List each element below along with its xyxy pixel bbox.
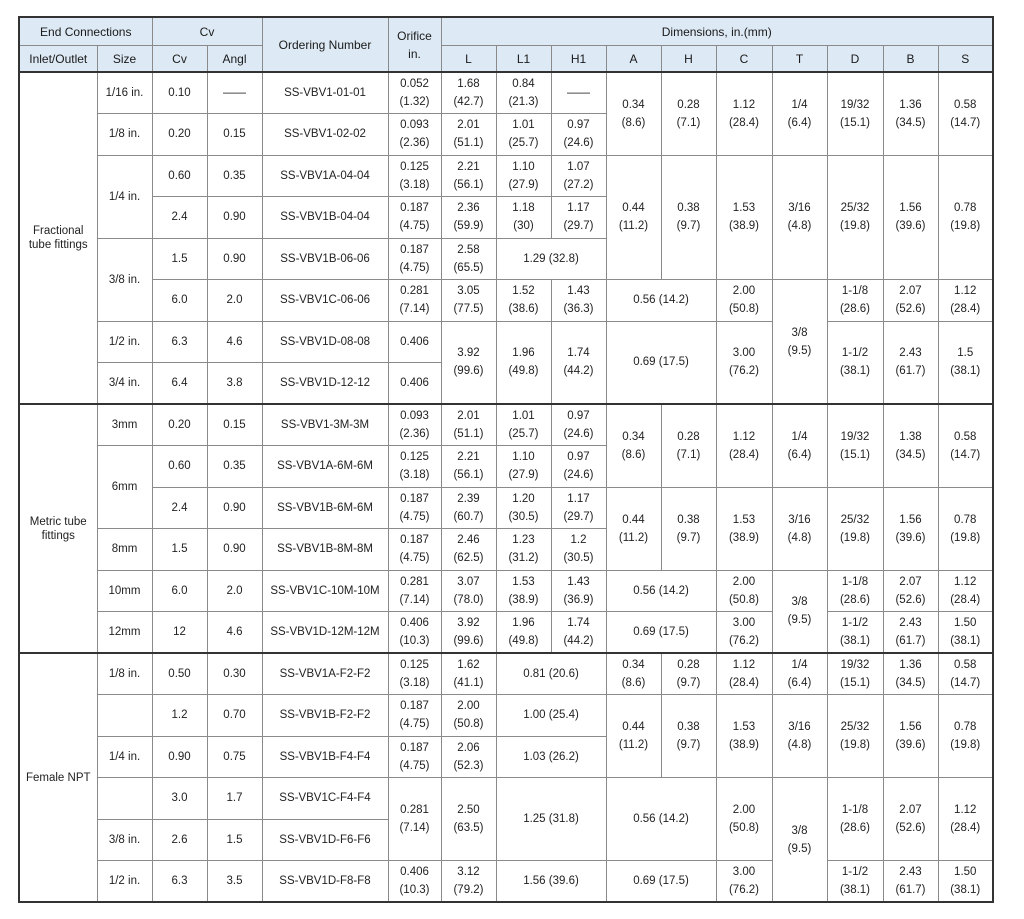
angl-cell: 0.30 (207, 653, 262, 695)
S-cell: 1.50 (38.1) (938, 612, 993, 654)
cv-cell: 6.3 (152, 861, 207, 903)
L-cell: 2.06 (52.3) (441, 736, 496, 778)
L-cell: 2.01 (51.1) (441, 404, 496, 446)
table-row (19, 321, 993, 363)
dimensions-table (18, 16, 994, 903)
C-cell: 1.12 (28.4) (716, 404, 772, 487)
table-row (19, 653, 993, 695)
size-cell (97, 695, 152, 737)
D-cell: 19/32 (15.1) (827, 404, 883, 487)
orifice-cell: 0.281 (7.14) (388, 570, 441, 612)
L-cell: 3.07 (78.0) (441, 570, 496, 612)
header-orifice: Orifice in. (388, 17, 441, 72)
orifice-cell: 0.187 (4.75) (388, 529, 441, 571)
B-cell: 1.56 (39.6) (883, 695, 938, 778)
spec-table-container (18, 16, 994, 903)
H-cell: 0.38 (9.7) (661, 487, 716, 570)
C-cell: 2.00 (50.8) (716, 570, 772, 612)
size-cell: 1/8 in. (97, 114, 152, 156)
A-cell: 0.34 (8.6) (606, 72, 661, 155)
H1-cell: 0.97 (24.6) (551, 114, 606, 156)
order-cell: SS-VBV1D-08-08 (262, 321, 388, 363)
table-row (19, 861, 993, 903)
angl-cell: 1.5 (207, 819, 262, 861)
header-T: T (772, 46, 827, 73)
H1-cell: 1.43 (36.9) (551, 570, 606, 612)
L-cell: 2.01 (51.1) (441, 114, 496, 156)
size-cell: 1/2 in. (97, 321, 152, 363)
angl-cell: 0.90 (207, 197, 262, 239)
L1-H1-cell: 1.00 (25.4) (496, 695, 606, 737)
D-cell: 25/32 (19.8) (827, 695, 883, 778)
order-cell: SS-VBV1-02-02 (262, 114, 388, 156)
orifice-cell: 0.281 (7.14) (388, 280, 441, 322)
cv-cell: 0.60 (152, 155, 207, 197)
S-cell: 0.78 (19.8) (938, 487, 993, 570)
angl-cell: 0.90 (207, 487, 262, 529)
A-cell: 0.44 (11.2) (606, 487, 661, 570)
size-cell (97, 778, 152, 820)
cv-cell: 0.20 (152, 114, 207, 156)
C-cell: 1.53 (38.9) (716, 695, 772, 778)
A-cell: 0.44 (11.2) (606, 695, 661, 778)
table-row (19, 72, 993, 114)
cv-cell: 0.10 (152, 72, 207, 114)
H1-cell: 1.74 (44.2) (551, 612, 606, 654)
order-cell: SS-VBV1B-6M-6M (262, 487, 388, 529)
T-cell: 3/8 (9.5) (772, 570, 827, 653)
L1-cell: 1.01 (25.7) (496, 404, 551, 446)
orifice-cell: 0.125 (3.18) (388, 155, 441, 197)
size-cell: 10mm (97, 570, 152, 612)
D-cell: 19/32 (15.1) (827, 72, 883, 155)
orifice-cell: 0.187 (4.75) (388, 238, 441, 280)
L-cell: 2.50 (63.5) (441, 778, 496, 861)
L1-cell: 0.84 (21.3) (496, 72, 551, 114)
B-cell: 2.43 (61.7) (883, 612, 938, 654)
S-cell: 0.58 (14.7) (938, 404, 993, 487)
A-H-cell: 0.69 (17.5) (606, 321, 716, 404)
order-cell: SS-VBV1-01-01 (262, 72, 388, 114)
A-H-cell: 0.56 (14.2) (606, 778, 716, 861)
orifice-cell: 0.406 (10.3) (388, 612, 441, 654)
T-cell: 1/4 (6.4) (772, 653, 827, 695)
H1-cell: 0.97 (24.6) (551, 404, 606, 446)
T-cell: 3/8 (9.5) (772, 280, 827, 405)
B-cell: 1.36 (34.5) (883, 653, 938, 695)
L1-cell: 1.20 (30.5) (496, 487, 551, 529)
L1-H1-cell: 1.29 (32.8) (496, 238, 606, 280)
header-H: H (661, 46, 716, 73)
L-cell: 3.12 (79.2) (441, 861, 496, 903)
table-row (19, 155, 993, 197)
H1-cell: 0.97 (24.6) (551, 446, 606, 488)
T-cell: 3/16 (4.8) (772, 695, 827, 778)
D-cell: 1-1/8 (28.6) (827, 570, 883, 612)
A-cell: 0.34 (8.6) (606, 653, 661, 695)
header-cv-straight: Cv (152, 46, 207, 73)
header-L1: L1 (496, 46, 551, 73)
header-cv: Cv (152, 17, 262, 46)
cv-cell: 1.2 (152, 695, 207, 737)
order-cell: SS-VBV1A-6M-6M (262, 446, 388, 488)
C-cell: 3.00 (76.2) (716, 612, 772, 654)
orifice-cell: 0.125 (3.18) (388, 653, 441, 695)
header-dimensions: Dimensions, in.(mm) (441, 17, 993, 46)
orifice-cell: 0.406 (10.3) (388, 861, 441, 903)
cv-cell: 6.0 (152, 280, 207, 322)
order-cell: SS-VBV1C-06-06 (262, 280, 388, 322)
A-H-cell: 0.69 (17.5) (606, 861, 716, 903)
size-cell: 3/4 in. (97, 363, 152, 405)
H1-cell: 1.07 (27.2) (551, 155, 606, 197)
L-cell: 1.62 (41.1) (441, 653, 496, 695)
angl-cell: 3.8 (207, 363, 262, 405)
order-cell: SS-VBV1D-F8-F8 (262, 861, 388, 903)
orifice-cell: 0.093 (2.36) (388, 114, 441, 156)
C-cell: 1.53 (38.9) (716, 155, 772, 280)
T-cell: 3/16 (4.8) (772, 155, 827, 280)
header-inlet-outlet: Inlet/Outlet (19, 46, 97, 73)
angl-cell: 0.15 (207, 114, 262, 156)
C-cell: 1.12 (28.4) (716, 72, 772, 155)
size-cell: 3mm (97, 404, 152, 446)
D-cell: 25/32 (19.8) (827, 155, 883, 280)
S-cell: 1.12 (28.4) (938, 570, 993, 612)
order-cell: SS-VBV1C-F4-F4 (262, 778, 388, 820)
C-cell: 3.00 (76.2) (716, 321, 772, 404)
L-cell: 2.58 (65.5) (441, 238, 496, 280)
C-cell: 2.00 (50.8) (716, 280, 772, 322)
size-cell: 8mm (97, 529, 152, 571)
L1-cell: 1.96 (49.8) (496, 321, 551, 404)
cv-cell: 12 (152, 612, 207, 654)
table-row (19, 695, 993, 737)
order-cell: SS-VBV1A-04-04 (262, 155, 388, 197)
cv-cell: 2.4 (152, 487, 207, 529)
angl-cell: 3.5 (207, 861, 262, 903)
size-cell: 3/8 in. (97, 819, 152, 861)
header-H1: H1 (551, 46, 606, 73)
cv-cell: 1.5 (152, 238, 207, 280)
B-cell: 1.38 (34.5) (883, 404, 938, 487)
order-cell: SS-VBV1D-12M-12M (262, 612, 388, 654)
size-cell: 6mm (97, 446, 152, 529)
angl-cell: 0.35 (207, 155, 262, 197)
L-cell: 3.05 (77.5) (441, 280, 496, 322)
angl-cell: 0.15 (207, 404, 262, 446)
table-row (19, 404, 993, 446)
size-cell: 1/4 in. (97, 736, 152, 778)
L1-H1-cell: 1.25 (31.8) (496, 778, 606, 861)
B-cell: 2.07 (52.6) (883, 280, 938, 322)
D-cell: 1-1/8 (28.6) (827, 778, 883, 861)
L1-H1-cell: 1.03 (26.2) (496, 736, 606, 778)
L1-cell: 1.96 (49.8) (496, 612, 551, 654)
angl-cell: 2.0 (207, 280, 262, 322)
L-cell: 2.36 (59.9) (441, 197, 496, 239)
angl-cell: 2.0 (207, 570, 262, 612)
order-cell: SS-VBV1B-F2-F2 (262, 695, 388, 737)
S-cell: 1.50 (38.1) (938, 861, 993, 903)
table-header (19, 17, 993, 72)
header-S: S (938, 46, 993, 73)
H1-cell: —— (551, 72, 606, 114)
orifice-cell: 0.187 (4.75) (388, 736, 441, 778)
orifice-cell: 0.125 (3.18) (388, 446, 441, 488)
L1-cell: 1.10 (27.9) (496, 446, 551, 488)
B-cell: 2.43 (61.7) (883, 321, 938, 404)
cv-cell: 6.4 (152, 363, 207, 405)
B-cell: 2.07 (52.6) (883, 570, 938, 612)
angl-cell: 0.35 (207, 446, 262, 488)
header-B: B (883, 46, 938, 73)
header-D: D (827, 46, 883, 73)
order-cell: SS-VBV1D-F6-F6 (262, 819, 388, 861)
header-ordering-number: Ordering Number (262, 17, 388, 72)
size-cell: 1/8 in. (97, 653, 152, 695)
orifice-cell: 0.406 (388, 363, 441, 405)
size-cell: 3/8 in. (97, 238, 152, 321)
L1-cell: 1.52 (38.6) (496, 280, 551, 322)
L1-H1-cell: 0.81 (20.6) (496, 653, 606, 695)
B-cell: 1.56 (39.6) (883, 487, 938, 570)
L1-cell: 1.53 (38.9) (496, 570, 551, 612)
group-label-female-npt: Female NPT (19, 653, 97, 902)
T-cell: 1/4 (6.4) (772, 404, 827, 487)
angl-cell: —— (207, 72, 262, 114)
size-cell: 1/2 in. (97, 861, 152, 903)
D-cell: 1-1/2 (38.1) (827, 612, 883, 654)
header-C: C (716, 46, 772, 73)
cv-cell: 6.0 (152, 570, 207, 612)
S-cell: 0.58 (14.7) (938, 653, 993, 695)
order-cell: SS-VBV1B-8M-8M (262, 529, 388, 571)
cv-cell: 2.4 (152, 197, 207, 239)
C-cell: 1.53 (38.9) (716, 487, 772, 570)
L1-cell: 1.10 (27.9) (496, 155, 551, 197)
T-cell: 3/8 (9.5) (772, 778, 827, 903)
B-cell: 2.43 (61.7) (883, 861, 938, 903)
table-row (19, 487, 993, 529)
header-A: A (606, 46, 661, 73)
D-cell: 1-1/8 (28.6) (827, 280, 883, 322)
A-H-cell: 0.69 (17.5) (606, 612, 716, 654)
table-row (19, 778, 993, 820)
A-H-cell: 0.56 (14.2) (606, 280, 716, 322)
S-cell: 1.5 (38.1) (938, 321, 993, 404)
H-cell: 0.28 (7.1) (661, 72, 716, 155)
orifice-cell: 0.187 (4.75) (388, 197, 441, 239)
orifice-cell: 0.281 (7.14) (388, 778, 441, 861)
H1-cell: 1.17 (29.7) (551, 487, 606, 529)
order-cell: SS-VBV1D-12-12 (262, 363, 388, 405)
cv-cell: 0.50 (152, 653, 207, 695)
H1-cell: 1.74 (44.2) (551, 321, 606, 404)
S-cell: 0.58 (14.7) (938, 72, 993, 155)
H-cell: 0.38 (9.7) (661, 695, 716, 778)
angl-cell: 4.6 (207, 612, 262, 654)
size-cell: 1/4 in. (97, 155, 152, 238)
cv-cell: 0.60 (152, 446, 207, 488)
S-cell: 1.12 (28.4) (938, 778, 993, 861)
A-H-cell: 0.56 (14.2) (606, 570, 716, 612)
orifice-cell: 0.187 (4.75) (388, 487, 441, 529)
order-cell: SS-VBV1B-06-06 (262, 238, 388, 280)
L-cell: 2.46 (62.5) (441, 529, 496, 571)
H1-cell: 1.43 (36.3) (551, 280, 606, 322)
header-end-connections: End Connections (19, 17, 152, 46)
angl-cell: 0.90 (207, 529, 262, 571)
order-cell: SS-VBV1B-04-04 (262, 197, 388, 239)
L-cell: 2.00 (50.8) (441, 695, 496, 737)
H-cell: 0.28 (9.7) (661, 653, 716, 695)
header-size: Size (97, 46, 152, 73)
H-cell: 0.28 (7.1) (661, 404, 716, 487)
S-cell: 0.78 (19.8) (938, 155, 993, 280)
table-row (19, 570, 993, 612)
angl-cell: 0.70 (207, 695, 262, 737)
angl-cell: 1.7 (207, 778, 262, 820)
L1-cell: 1.18 (30) (496, 197, 551, 239)
H1-cell: 1.2 (30.5) (551, 529, 606, 571)
A-cell: 0.34 (8.6) (606, 404, 661, 487)
group-label-metric: Metric tube fittings (19, 404, 97, 653)
L1-cell: 1.23 (31.2) (496, 529, 551, 571)
cv-cell: 3.0 (152, 778, 207, 820)
cv-cell: 6.3 (152, 321, 207, 363)
L-cell: 1.68 (42.7) (441, 72, 496, 114)
B-cell: 1.56 (39.6) (883, 155, 938, 280)
table-row (19, 280, 993, 322)
S-cell: 0.78 (19.8) (938, 695, 993, 778)
header-L: L (441, 46, 496, 73)
S-cell: 1.12 (28.4) (938, 280, 993, 322)
L-cell: 2.39 (60.7) (441, 487, 496, 529)
C-cell: 1.12 (28.4) (716, 653, 772, 695)
L-cell: 2.21 (56.1) (441, 155, 496, 197)
L-cell: 3.92 (99.6) (441, 612, 496, 654)
L1-H1-cell: 1.56 (39.6) (496, 861, 606, 903)
size-cell: 12mm (97, 612, 152, 654)
angl-cell: 0.75 (207, 736, 262, 778)
T-cell: 1/4 (6.4) (772, 72, 827, 155)
cv-cell: 0.90 (152, 736, 207, 778)
D-cell: 19/32 (15.1) (827, 653, 883, 695)
C-cell: 2.00 (50.8) (716, 778, 772, 861)
T-cell: 3/16 (4.8) (772, 487, 827, 570)
D-cell: 25/32 (19.8) (827, 487, 883, 570)
L-cell: 2.21 (56.1) (441, 446, 496, 488)
group-label-fractional: Fractional tube fittings (19, 72, 97, 404)
order-cell: SS-VBV1A-F2-F2 (262, 653, 388, 695)
A-cell: 0.44 (11.2) (606, 155, 661, 280)
H1-cell: 1.17 (29.7) (551, 197, 606, 239)
order-cell: SS-VBV1-3M-3M (262, 404, 388, 446)
cv-cell: 2.6 (152, 819, 207, 861)
cv-cell: 0.20 (152, 404, 207, 446)
size-cell: 1/16 in. (97, 72, 152, 114)
orifice-cell: 0.052 (1.32) (388, 72, 441, 114)
orifice-cell: 0.187 (4.75) (388, 695, 441, 737)
L1-cell: 1.01 (25.7) (496, 114, 551, 156)
orifice-cell: 0.406 (388, 321, 441, 363)
C-cell: 3.00 (76.2) (716, 861, 772, 903)
B-cell: 1.36 (34.5) (883, 72, 938, 155)
D-cell: 1-1/2 (38.1) (827, 321, 883, 404)
B-cell: 2.07 (52.6) (883, 778, 938, 861)
order-cell: SS-VBV1C-10M-10M (262, 570, 388, 612)
header-cv-angle: Angl (207, 46, 262, 73)
D-cell: 1-1/2 (38.1) (827, 861, 883, 903)
angl-cell: 4.6 (207, 321, 262, 363)
H-cell: 0.38 (9.7) (661, 155, 716, 280)
table-row (19, 612, 993, 654)
orifice-cell: 0.093 (2.36) (388, 404, 441, 446)
order-cell: SS-VBV1B-F4-F4 (262, 736, 388, 778)
angl-cell: 0.90 (207, 238, 262, 280)
L-cell: 3.92 (99.6) (441, 321, 496, 404)
cv-cell: 1.5 (152, 529, 207, 571)
